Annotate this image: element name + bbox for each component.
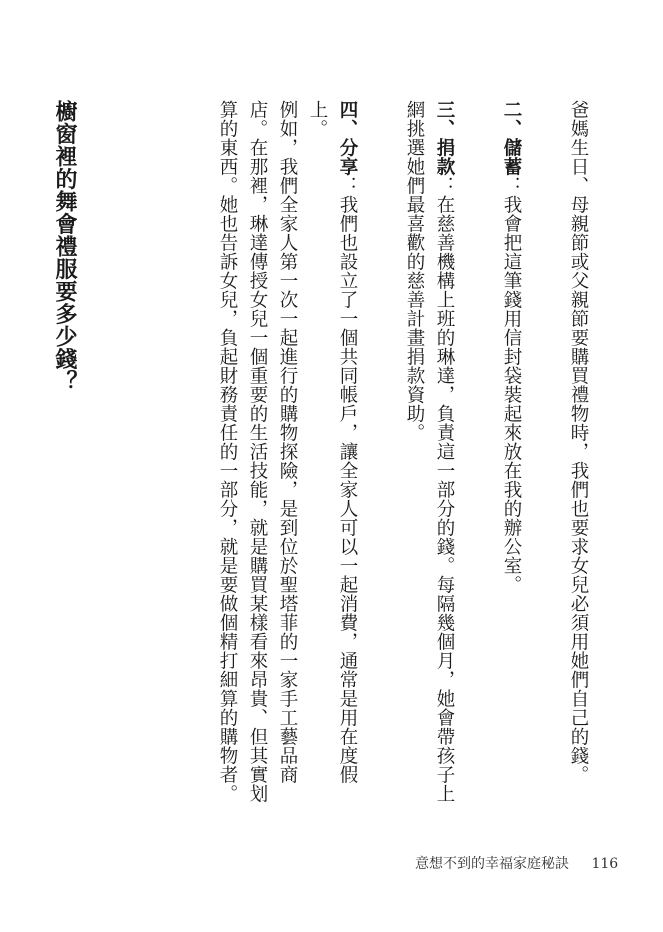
paragraph-example: 例如，我們全家人第一次一起進行的購物探險，是到位於聖塔菲的一家手工藝品商店。在那裡，琳達傳授女兒一個重要的生活技能，就是購買某樣看來昂貴、但其實划算的東西。她也告訴女兒，負起財務責任的一部分，就是要做個精打細算的購物者。: [217, 100, 298, 803]
paragraph-donation: [399, 100, 496, 820]
paragraph-gifts: 爸媽生日、母親節或父親節要購買禮物時，我們也要求女兒必須用她們自己的錢。: [568, 100, 589, 784]
savings-text: ：我會把這筆錢用信封袋裝起來放在我的辦公室。: [501, 176, 522, 594]
vertical-text-body: [52, 100, 593, 820]
savings-label: 二、儲蓄: [501, 100, 522, 176]
page-footer: [415, 853, 618, 873]
paragraph-sharing: [302, 100, 399, 820]
footer-book-title: 意想不到的幸福家庭秘訣: [415, 856, 569, 872]
donation-text: ：在慈善機構上班的琳達，負責這一部分的錢。每隔幾個月，她會帶孩子上網挑選她們最喜歡的慈善計畫捐款資助。: [404, 100, 455, 803]
sharing-label: 四、分享: [337, 100, 358, 176]
sharing-text: ：我們也設立了一個共同帳戶，讓全家人可以一起消費，通常是用在度假上。: [307, 100, 358, 784]
donation-label: 三、捐款: [434, 100, 455, 176]
paragraph-iphone: [0, 100, 28, 820]
section-heading: 櫥窗裡的舞會禮服要多少錢？: [52, 100, 78, 393]
page-number: 116: [591, 856, 619, 872]
paragraph-savings: [496, 100, 563, 820]
